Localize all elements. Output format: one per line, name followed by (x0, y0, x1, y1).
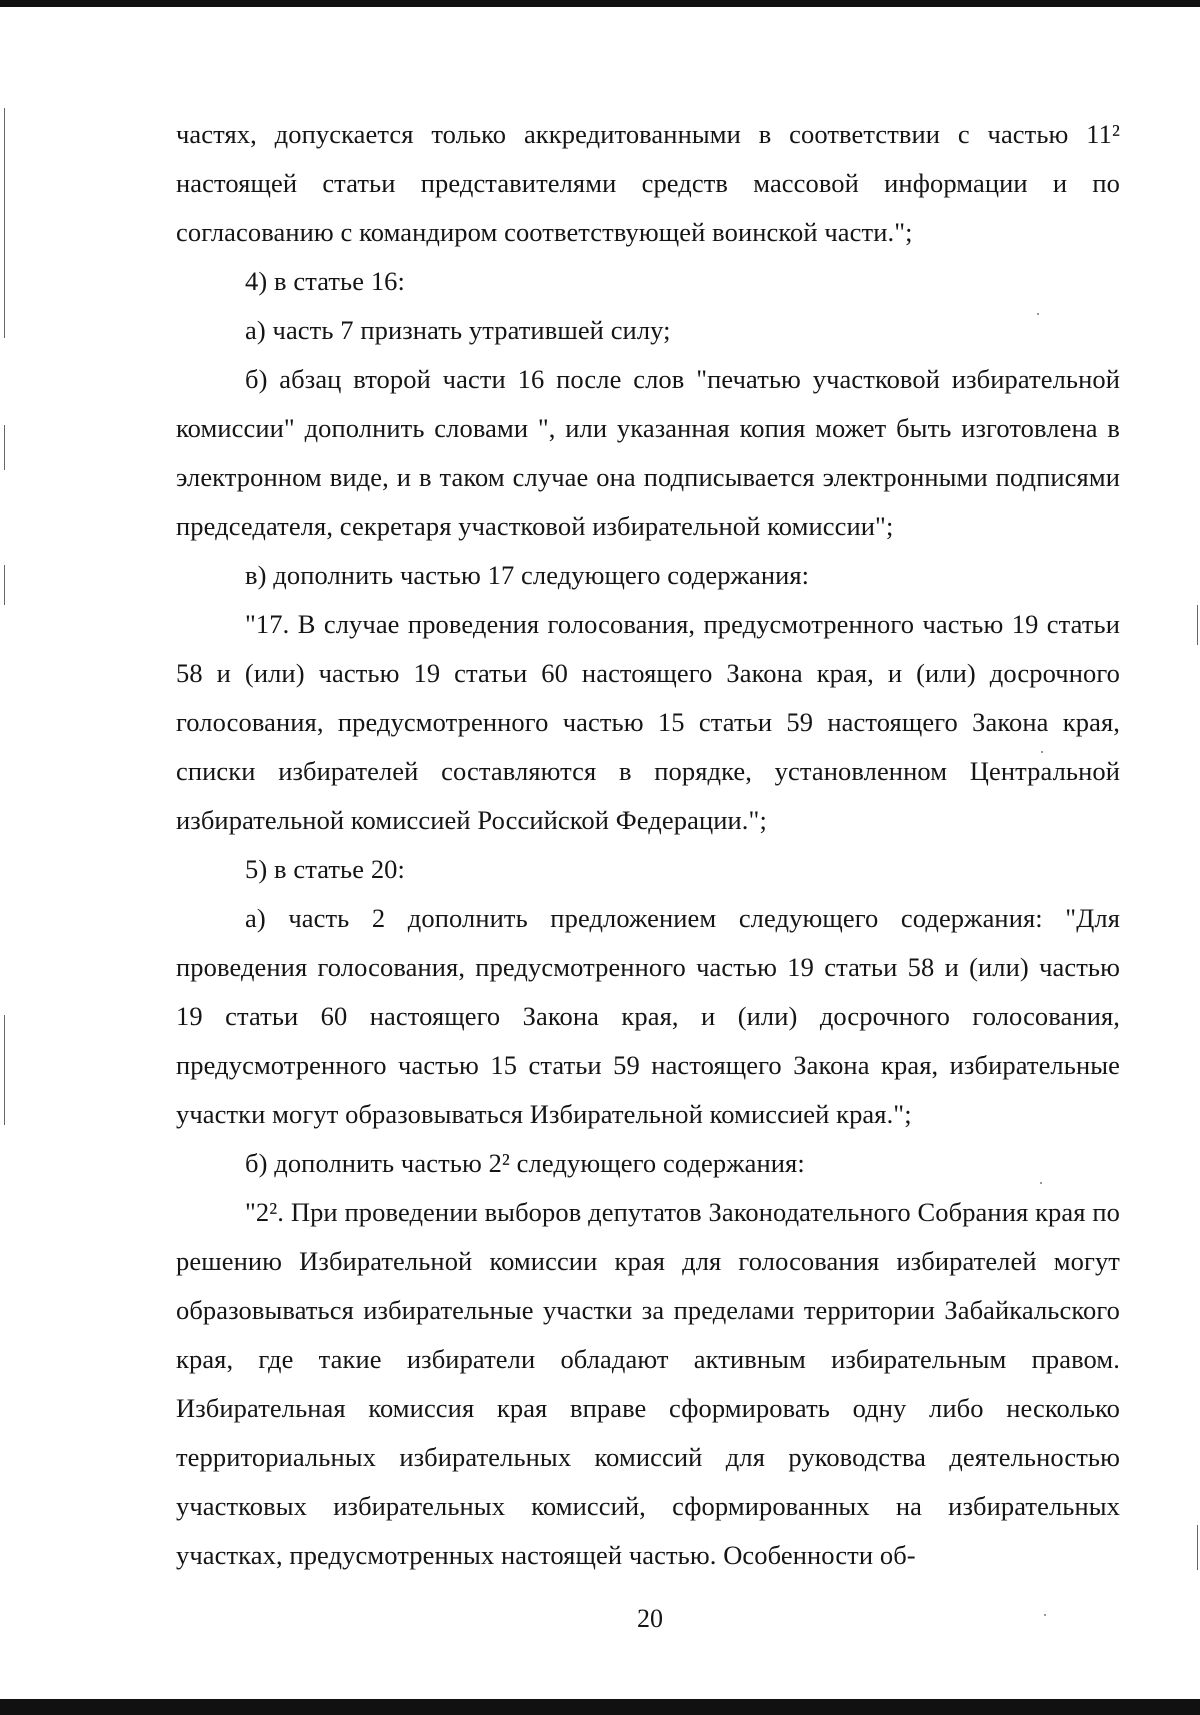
scan-edge-mark (4, 108, 5, 338)
paragraph: 4) в статье 16: (245, 266, 405, 296)
scan-border-top (0, 0, 1200, 7)
paragraph: частях, допускается только аккредитованными в соответствии с частью 11² настоящей статьи представителями средств массовой информации и по согласованию с командиром соответствующей воинской части."; (176, 119, 1120, 247)
scan-edge-mark (4, 1015, 5, 1125)
paragraph: 5) в статье 20: (245, 854, 405, 884)
document-body (176, 110, 1120, 1580)
paragraph: "2². При проведении выборов депутатов Законодательного Собрания края по решению Избирательной комиссии края для голосования избирателей могут образовываться избирательные участки за пределами территории Забайкальского края, где такие избиратели обладают активным избирательным правом. Избирательная комиссия края вправе сформировать одну либо несколько территориальных избирательных комиссий для руководства деятельностью участковых избирательных комиссий, сформированных на избирательных участках, предусмотренных настоящей частью. Особенности об- (176, 1197, 1120, 1570)
paragraph: а) часть 2 дополнить предложением следующего содержания: "Для проведения голосования, предусмотренного частью 19 статьи 58 и (или) частью 19 статьи 60 настоящего Закона края, и (или) досрочного голосования, предусмотренного частью 15 статьи 59 настоящего Закона края, избирательные участки могут образовываться Избирательной комиссией края."; (176, 903, 1120, 1129)
scan-border-bottom (0, 1699, 1200, 1715)
scan-edge-mark (1197, 1525, 1198, 1570)
paragraph: в) дополнить частью 17 следующего содержания: (245, 560, 810, 590)
scan-edge-mark (4, 565, 5, 605)
paragraph: а) часть 7 признать утратившей силу; (245, 315, 671, 345)
paragraph: б) дополнить частью 2² следующего содержания: (245, 1148, 805, 1178)
scan-edge-mark (4, 425, 5, 470)
page-number: 20 (637, 1604, 663, 1633)
paragraph: б) абзац второй части 16 после слов "печатью участковой избирательной комиссии" дополнить словами ", или указанная копия может быть изготовлена в электронном виде, и в таком случае она подписывается электронными подписями председателя, секретаря участковой избирательной комиссии"; (176, 364, 1120, 541)
scan-edge-mark (1197, 605, 1198, 645)
paragraph: "17. В случае проведения голосования, предусмотренного частью 19 статьи 58 и (или) частью 19 статьи 60 настоящего Закона края, и (или) досрочного голосования, предусмотренного частью 15 статьи 59 настоящего Закона края, списки избирателей составляются в порядке, установленном Центральной избирательной комиссией Российской Федерации."; (176, 609, 1120, 835)
